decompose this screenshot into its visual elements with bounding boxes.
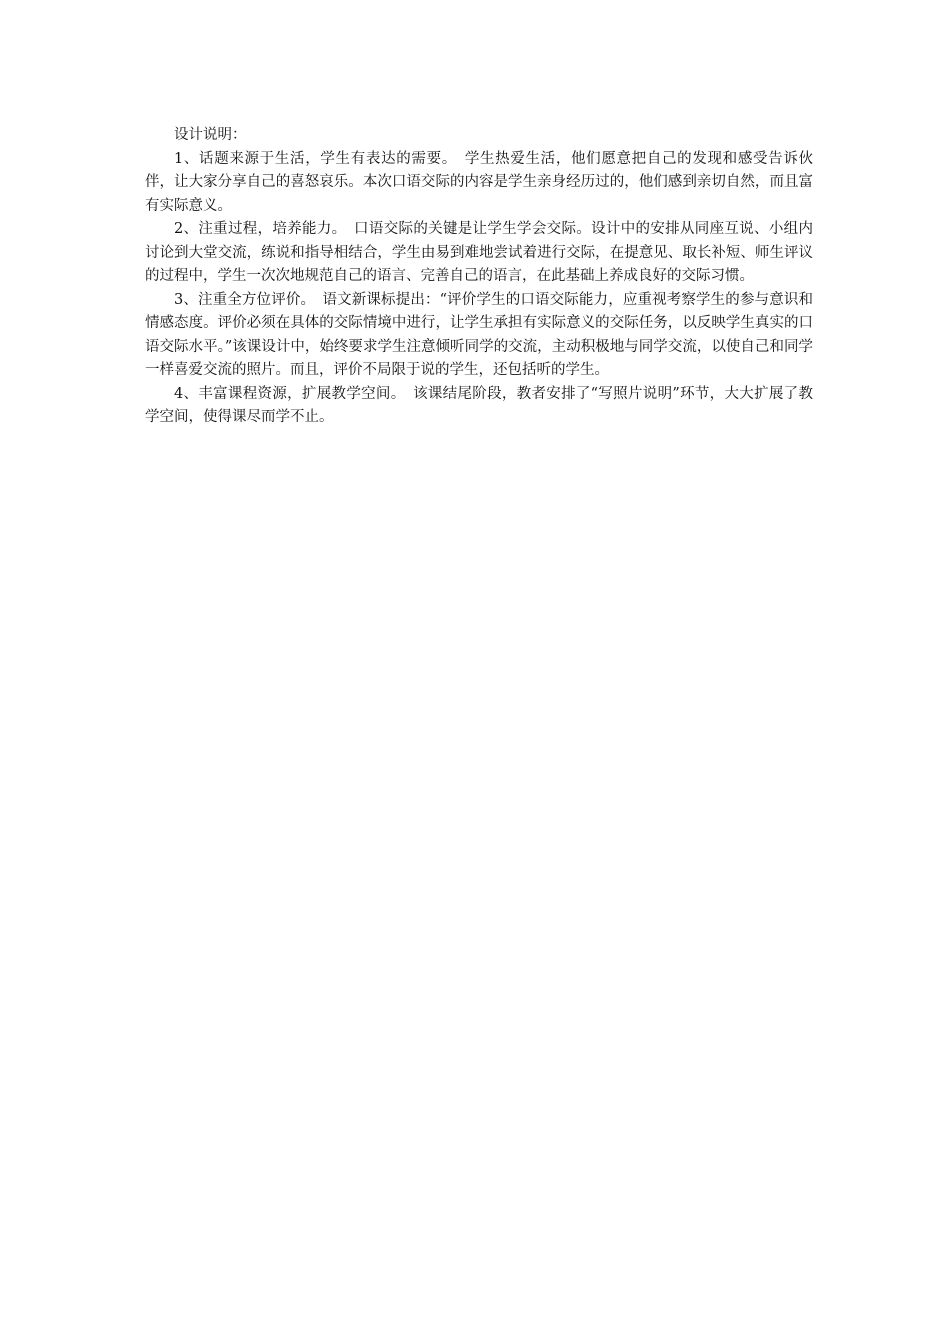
section-heading: 设计说明： [174,127,247,143]
paragraph-1: 1、话题来源于生活，学生有表达的需要。 学生热爱生活，他们愿意把自己的发现和感受告诉伙伴，让大家分享自己的喜怒哀乐。本次口语交际的内容是学生亲身经历过的，他们感到亲切自然，而且富有实际意义。 [145,150,813,214]
paragraph-3: 3、注重全方位评价。 语文新课标提出：“评价学生的口语交际能力，应重视考察学生的参与意识和情感态度。评价必须在具体的交际情境中进行，让学生承担有实际意义的交际任务，以反映学生真实的口语交际水平。”该课设计中，始终要求学生注意倾听同学的交流，主动积极地与同学交流，以使自己和同学一样喜爱交流的照片。而且，评价不局限于说的学生，还包括听的学生。 [145,291,813,378]
paragraph-4: 4、丰富课程资源，扩展教学空间。 该课结尾阶段，教者安排了“写照片说明”环节，大大扩展了教学空间，使得课尽而学不止。 [145,385,813,425]
document-body [145,124,813,430]
paragraph-2: 2、注重过程，培养能力。 口语交际的关键是让学生学会交际。设计中的安排从同座互说、小组内讨论到大堂交流，练说和指导相结合，学生由易到难地尝试着进行交际，在提意见、取长补短、师生评议的过程中，学生一次次地规范自己的语言、完善自己的语言，在此基础上养成良好的交际习惯。 [145,221,813,284]
